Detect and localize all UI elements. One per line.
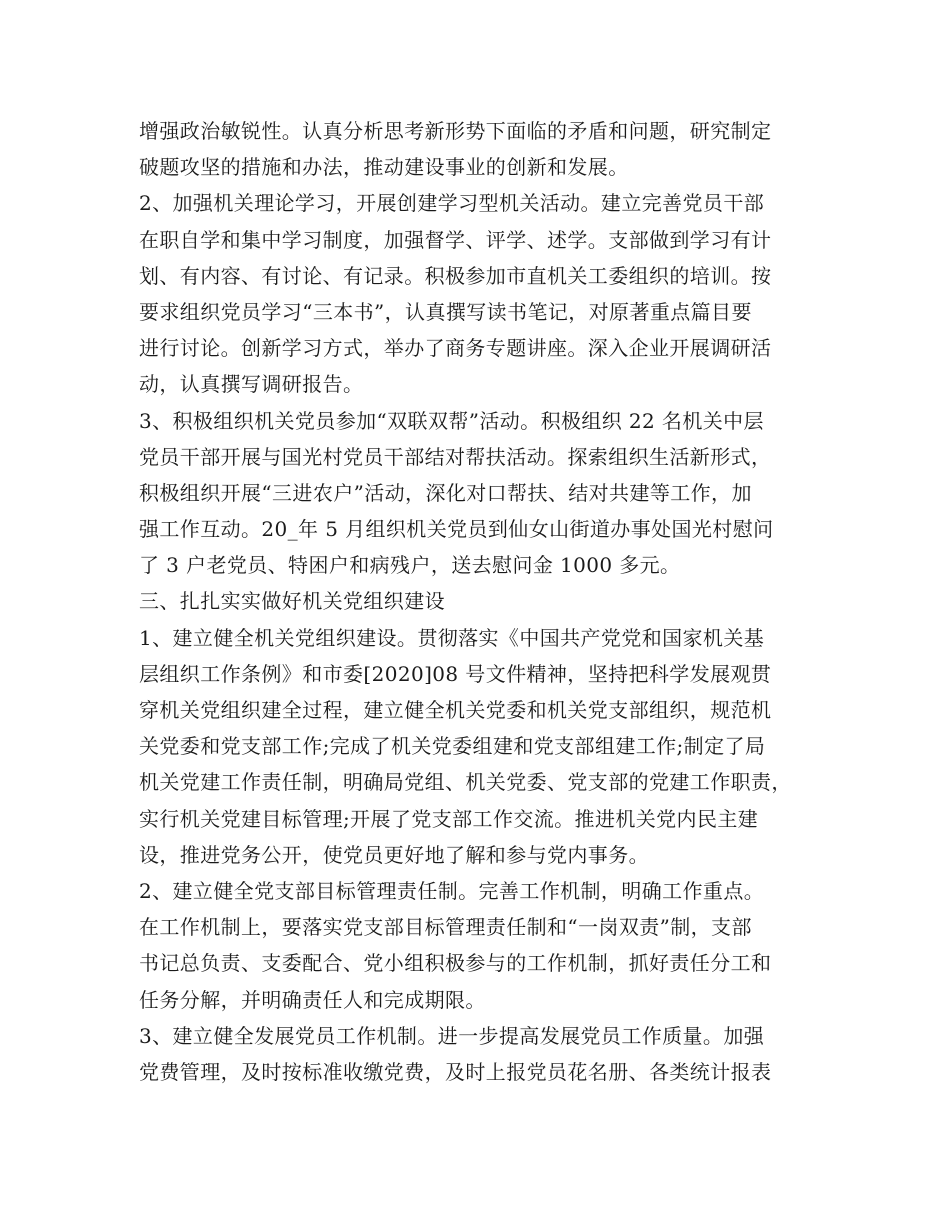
- text-line: 要求组织党员学习“三本书”，认真撰写读书笔记，对原著重点篇目要: [139, 299, 752, 324]
- text-line: 破题攻坚的措施和办法，推动建设事业的创新和发展。: [139, 155, 629, 180]
- document-body: [139, 113, 819, 1090]
- text-line: 任务分解，并明确责任人和完成期限。: [139, 987, 486, 1012]
- text-line: 3、建立健全发展党员工作机制。进一步提高发展党员工作质量。加强: [139, 1023, 765, 1048]
- text-line: 2、加强机关理论学习，开展创建学习型机关活动。建立完善党员干部: [139, 191, 765, 216]
- text-line: 了 3 户老党员、特困户和病残户，送去慰问金 1000 多元。: [139, 553, 681, 578]
- text-line: 在工作机制上，要落实党支部目标管理责任制和“一岗双责”制，支部: [139, 915, 752, 940]
- text-line: 积极组织开展“三进农户”活动，深化对口帮扶、结对共建等工作，加: [139, 480, 752, 505]
- text-line: 书记总负责、支委配合、党小组积极参与的工作机制，抓好责任分工和: [139, 951, 772, 976]
- text-line: 穿机关党组织建全过程，建立健全机关党委和机关党支部组织，规范机: [139, 698, 772, 722]
- text-line: 强工作互动。20_年 5 月组织机关党员到仙女山街道办事处国光村慰问: [139, 517, 774, 542]
- text-line: 层组织工作条例》和市委[2020]08 号文件精神，坚持把科学发展观贯: [139, 661, 772, 686]
- text-line: 划、有内容、有讨论、有记录。积极参加市直机关工委组织的培训。按: [139, 263, 772, 288]
- text-line: 增强政治敏锐性。认真分析思考新形势下面临的矛盾和问题，研究制定: [139, 119, 772, 143]
- text-line: 动，认真撰写调研报告。: [139, 372, 364, 397]
- text-line: 1、建立健全机关党组织建设。贯彻落实《中国共产党党和国家机关基: [139, 625, 765, 650]
- text-line: 党员干部开展与国光村党员干部结对帮扶活动。探索组织生活新形式，: [139, 444, 772, 469]
- text-line: 2、建立健全党支部目标管理责任制。完善工作机制，明确工作重点。: [139, 878, 765, 903]
- text-line: 党费管理，及时按标准收缴党费，及时上报党员花名册、各类统计报表: [139, 1059, 772, 1084]
- text-line: 在职自学和集中学习制度，加强督学、评学、述学。支部做到学习有计: [139, 227, 772, 252]
- section-heading: 三、扎扎实实做好机关党组织建设: [139, 589, 445, 614]
- text-line: 机关党建工作责任制，明确局党组、机关党委、党支部的党建工作职责，: [139, 770, 792, 795]
- text-line: 关党委和党支部工作;完成了机关党委组建和党支部组建工作;制定了局: [139, 734, 766, 759]
- text-line: 3、积极组织机关党员参加“双联双帮”活动。积极组织 22 名机关中层: [139, 408, 764, 433]
- text-line: 进行讨论。创新学习方式，举办了商务专题讲座。深入企业开展调研活: [139, 336, 772, 361]
- text-line: 实行机关党建目标管理;开展了党支部工作交流。推进机关党内民主建: [139, 806, 759, 831]
- text-line: 设，推进党务公开，使党员更好地了解和参与党内事务。: [139, 842, 649, 867]
